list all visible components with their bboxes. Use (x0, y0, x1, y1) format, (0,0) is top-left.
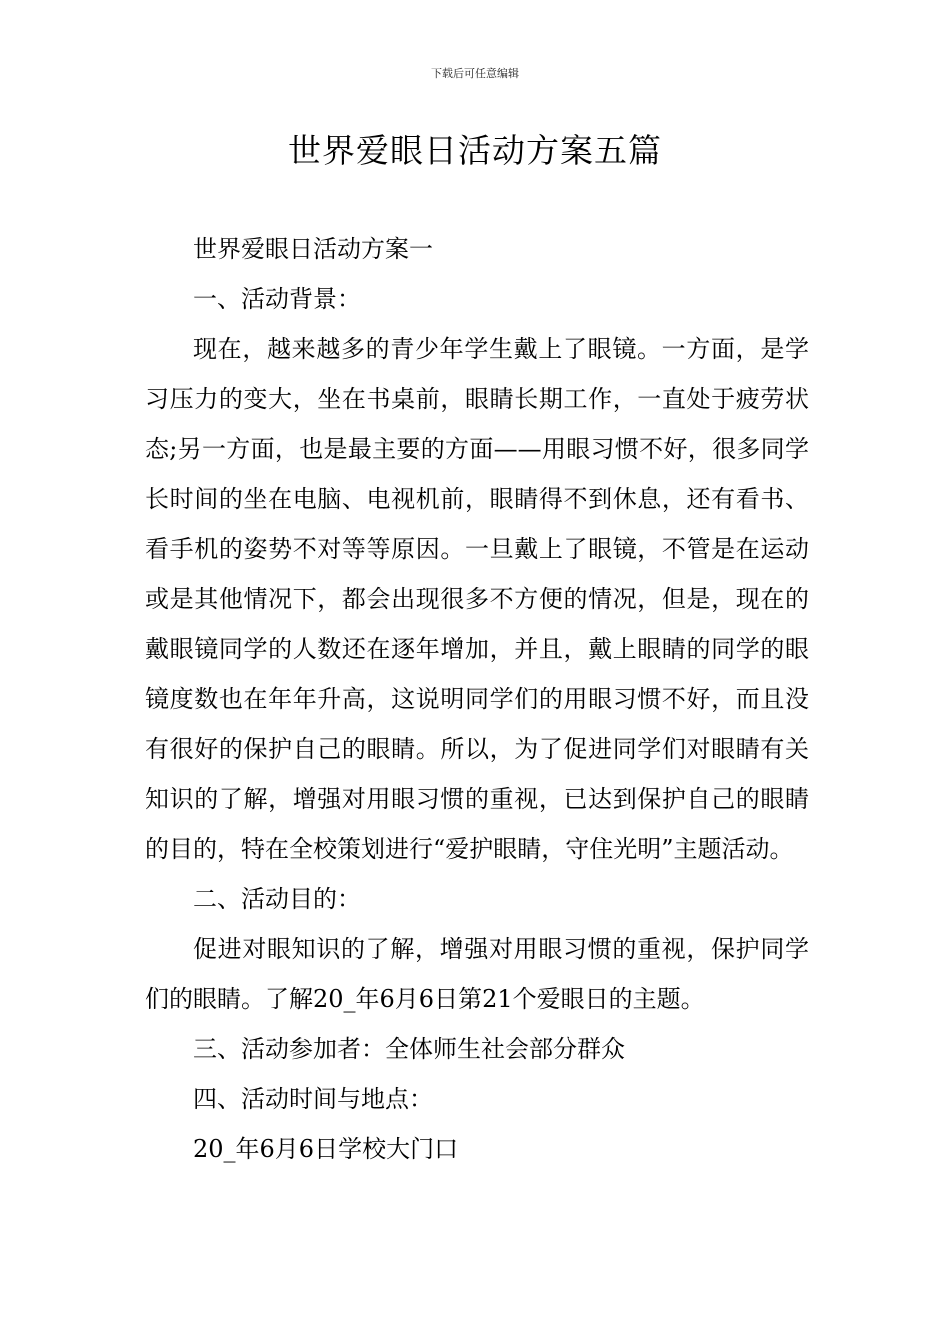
section-heading-purpose: 二、活动目的： (193, 885, 361, 913)
header-note: 下载后可任意编辑 (431, 67, 519, 80)
section-heading-time-place: 四、活动时间与地点： (193, 1085, 433, 1113)
paragraph-participants: 三、活动参加者：全体师生社会部分群众 (193, 1035, 625, 1063)
paragraph-background: 现在，越来越多的青少年学生戴上了眼镜。一方面，是学习压力的变大，坐在书桌前，眼睛长期工作，一直处于疲劳状态;另一方面，也是最主要的方面——用眼习惯不好，很多同学长时间的坐在电脑、电视机前，眼睛得不到休息，还有看书、看手机的姿势不对等等原因。一旦戴上了眼镜，不管是在运动或是其他情况下，都会出现很多不方便的情况，但是，现在的戴眼镜同学的人数还在逐年增加，并且，戴上眼睛的同学的眼镜度数也在年年升高，这说明同学们的用眼习惯不好，而且没有很好的保护自己的眼睛。所以，为了促进同学们对眼睛有关知识的了解，增强对用眼习惯的重视，已达到保护自己的眼睛的目的，特在全校策划进行“爱护眼睛，守住光明”主题活动。 (145, 335, 809, 863)
document-body (145, 224, 809, 1174)
paragraph-time-place: 20_年6月6日学校大门口 (193, 1135, 459, 1163)
section-heading-background: 一、活动背景： (193, 285, 361, 313)
section-heading-plan-one: 世界爱眼日活动方案一 (193, 235, 433, 263)
paragraph-purpose: 促进对眼知识的了解，增强对用眼习惯的重视，保护同学们的眼睛。了解20_年6月6日第21个爱眼日的主题。 (145, 935, 809, 1013)
document-title: 世界爱眼日活动方案五篇 (288, 131, 662, 170)
